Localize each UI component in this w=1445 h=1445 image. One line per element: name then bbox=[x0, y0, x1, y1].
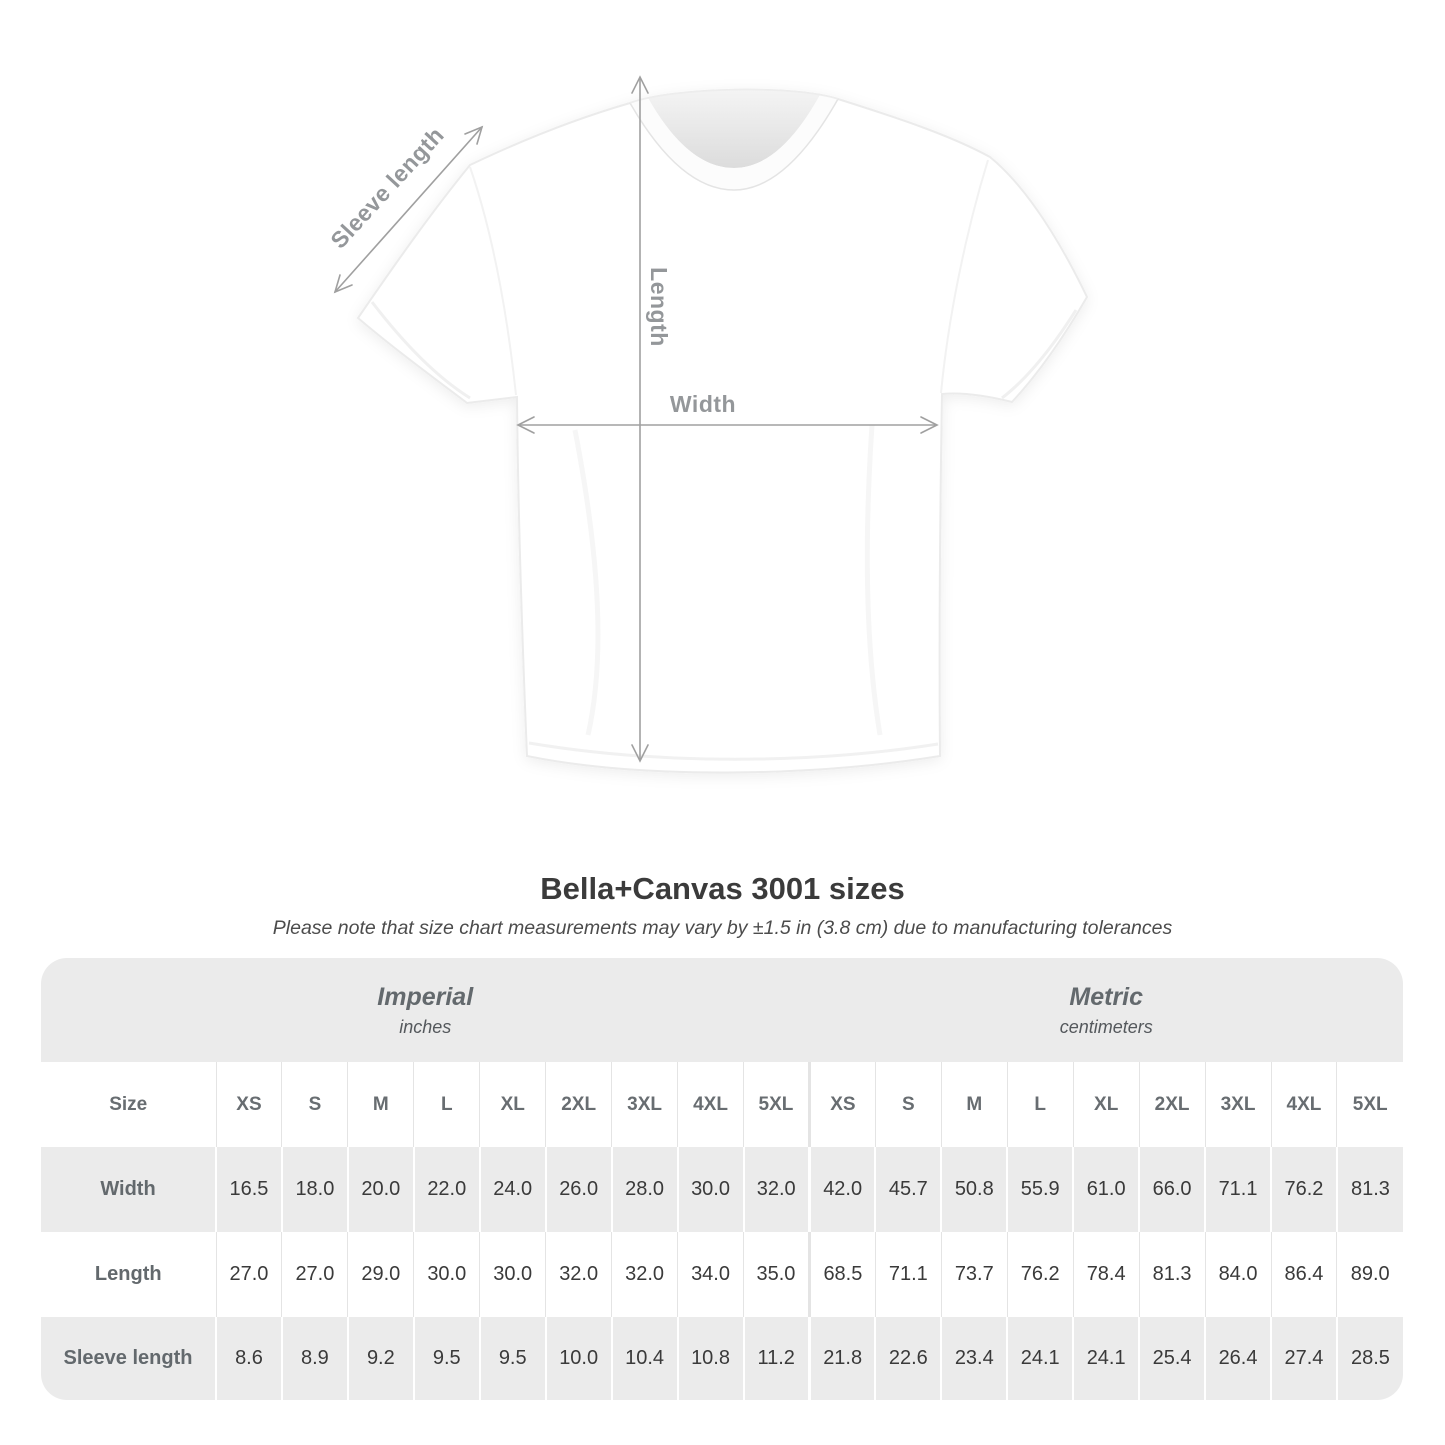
value-cell: 10.4 bbox=[612, 1317, 678, 1400]
value-cell: 11.2 bbox=[744, 1317, 810, 1400]
value-cell: 30.0 bbox=[480, 1232, 546, 1317]
row-label: Width bbox=[41, 1147, 216, 1232]
size-table bbox=[41, 958, 1403, 1400]
tolerance-note: Please note that size chart measurements may vary by ±1.5 in (3.8 cm) due to manufacturing tolerances bbox=[272, 916, 1173, 939]
value-cell: 8.9 bbox=[282, 1317, 348, 1400]
value-cell: 71.1 bbox=[1205, 1147, 1271, 1232]
value-cell: 9.2 bbox=[348, 1317, 414, 1400]
value-cell: 73.7 bbox=[941, 1232, 1007, 1317]
value-cell: 42.0 bbox=[809, 1147, 875, 1232]
size-col-xl-metric: XL bbox=[1073, 1062, 1139, 1147]
size-header-row bbox=[41, 1062, 1403, 1147]
value-cell: 27.0 bbox=[282, 1232, 348, 1317]
value-cell: 78.4 bbox=[1073, 1232, 1139, 1317]
size-corner-label: Size bbox=[41, 1062, 216, 1147]
table-row-sleeve-length bbox=[41, 1317, 1403, 1400]
size-col-xl-imperial: XL bbox=[480, 1062, 546, 1147]
value-cell: 27.4 bbox=[1271, 1317, 1337, 1400]
value-cell: 30.0 bbox=[414, 1232, 480, 1317]
value-cell: 26.4 bbox=[1205, 1317, 1271, 1400]
value-cell: 71.1 bbox=[875, 1232, 941, 1317]
value-cell: 23.4 bbox=[941, 1317, 1007, 1400]
value-cell: 20.0 bbox=[348, 1147, 414, 1232]
value-cell: 24.1 bbox=[1007, 1317, 1073, 1400]
size-col-5xl-metric: 5XL bbox=[1337, 1062, 1403, 1147]
value-cell: 25.4 bbox=[1139, 1317, 1205, 1400]
value-cell: 76.2 bbox=[1271, 1147, 1337, 1232]
value-cell: 29.0 bbox=[348, 1232, 414, 1317]
value-cell: 9.5 bbox=[414, 1317, 480, 1400]
size-col-m-metric: M bbox=[941, 1062, 1007, 1147]
size-col-4xl-imperial: 4XL bbox=[678, 1062, 744, 1147]
value-cell: 8.6 bbox=[216, 1317, 282, 1400]
imperial-banner bbox=[41, 958, 809, 1062]
size-col-m-imperial: M bbox=[348, 1062, 414, 1147]
imperial-unit: inches bbox=[399, 1017, 452, 1037]
size-col-l-metric: L bbox=[1007, 1062, 1073, 1147]
value-cell: 61.0 bbox=[1073, 1147, 1139, 1232]
value-cell: 81.3 bbox=[1337, 1147, 1403, 1232]
value-cell: 10.8 bbox=[678, 1317, 744, 1400]
value-cell: 24.1 bbox=[1073, 1317, 1139, 1400]
width-label: Width bbox=[669, 391, 737, 417]
value-cell: 24.0 bbox=[480, 1147, 546, 1232]
metric-banner bbox=[809, 958, 1403, 1062]
size-col-5xl-imperial: 5XL bbox=[744, 1062, 810, 1147]
table-row-length bbox=[41, 1232, 1403, 1317]
value-cell: 32.0 bbox=[546, 1232, 612, 1317]
size-col-2xl-imperial: 2XL bbox=[546, 1062, 612, 1147]
size-col-3xl-metric: 3XL bbox=[1205, 1062, 1271, 1147]
size-col-s-metric: S bbox=[875, 1062, 941, 1147]
size-col-3xl-imperial: 3XL bbox=[612, 1062, 678, 1147]
value-cell: 66.0 bbox=[1139, 1147, 1205, 1232]
value-cell: 28.5 bbox=[1337, 1317, 1403, 1400]
value-cell: 32.0 bbox=[744, 1147, 810, 1232]
value-cell: 22.6 bbox=[875, 1317, 941, 1400]
unit-banner-row bbox=[41, 958, 1403, 1062]
value-cell: 45.7 bbox=[875, 1147, 941, 1232]
value-cell: 68.5 bbox=[809, 1232, 875, 1317]
value-cell: 50.8 bbox=[941, 1147, 1007, 1232]
value-cell: 26.0 bbox=[546, 1147, 612, 1232]
table-row-width bbox=[41, 1147, 1403, 1232]
value-cell: 86.4 bbox=[1271, 1232, 1337, 1317]
value-cell: 35.0 bbox=[744, 1232, 810, 1317]
value-cell: 22.0 bbox=[414, 1147, 480, 1232]
tshirt-illustration bbox=[358, 89, 1087, 772]
size-col-xs-imperial: XS bbox=[216, 1062, 282, 1147]
size-col-xs-metric: XS bbox=[809, 1062, 875, 1147]
table-body bbox=[41, 1147, 1403, 1400]
page-title: Bella+Canvas 3001 sizes bbox=[540, 870, 905, 906]
value-cell: 18.0 bbox=[282, 1147, 348, 1232]
value-cell: 84.0 bbox=[1205, 1232, 1271, 1317]
value-cell: 81.3 bbox=[1139, 1232, 1205, 1317]
size-chart-table bbox=[41, 958, 1403, 1400]
row-label: Sleeve length bbox=[41, 1317, 216, 1400]
size-col-s-imperial: S bbox=[282, 1062, 348, 1147]
value-cell: 30.0 bbox=[678, 1147, 744, 1232]
length-label: Length bbox=[646, 267, 672, 347]
value-cell: 34.0 bbox=[678, 1232, 744, 1317]
metric-title: Metric bbox=[1069, 983, 1144, 1011]
metric-unit: centimeters bbox=[1059, 1017, 1153, 1037]
value-cell: 10.0 bbox=[546, 1317, 612, 1400]
value-cell: 21.8 bbox=[809, 1317, 875, 1400]
value-cell: 76.2 bbox=[1007, 1232, 1073, 1317]
value-cell: 32.0 bbox=[612, 1232, 678, 1317]
value-cell: 28.0 bbox=[612, 1147, 678, 1232]
sleeve-length-label: Sleeve length bbox=[325, 121, 449, 254]
value-cell: 27.0 bbox=[216, 1232, 282, 1317]
value-cell: 55.9 bbox=[1007, 1147, 1073, 1232]
row-label: Length bbox=[41, 1232, 216, 1317]
value-cell: 9.5 bbox=[480, 1317, 546, 1400]
value-cell: 89.0 bbox=[1337, 1232, 1403, 1317]
imperial-title: Imperial bbox=[377, 983, 474, 1011]
value-cell: 16.5 bbox=[216, 1147, 282, 1232]
size-col-4xl-metric: 4XL bbox=[1271, 1062, 1337, 1147]
size-col-2xl-metric: 2XL bbox=[1139, 1062, 1205, 1147]
size-col-l-imperial: L bbox=[414, 1062, 480, 1147]
